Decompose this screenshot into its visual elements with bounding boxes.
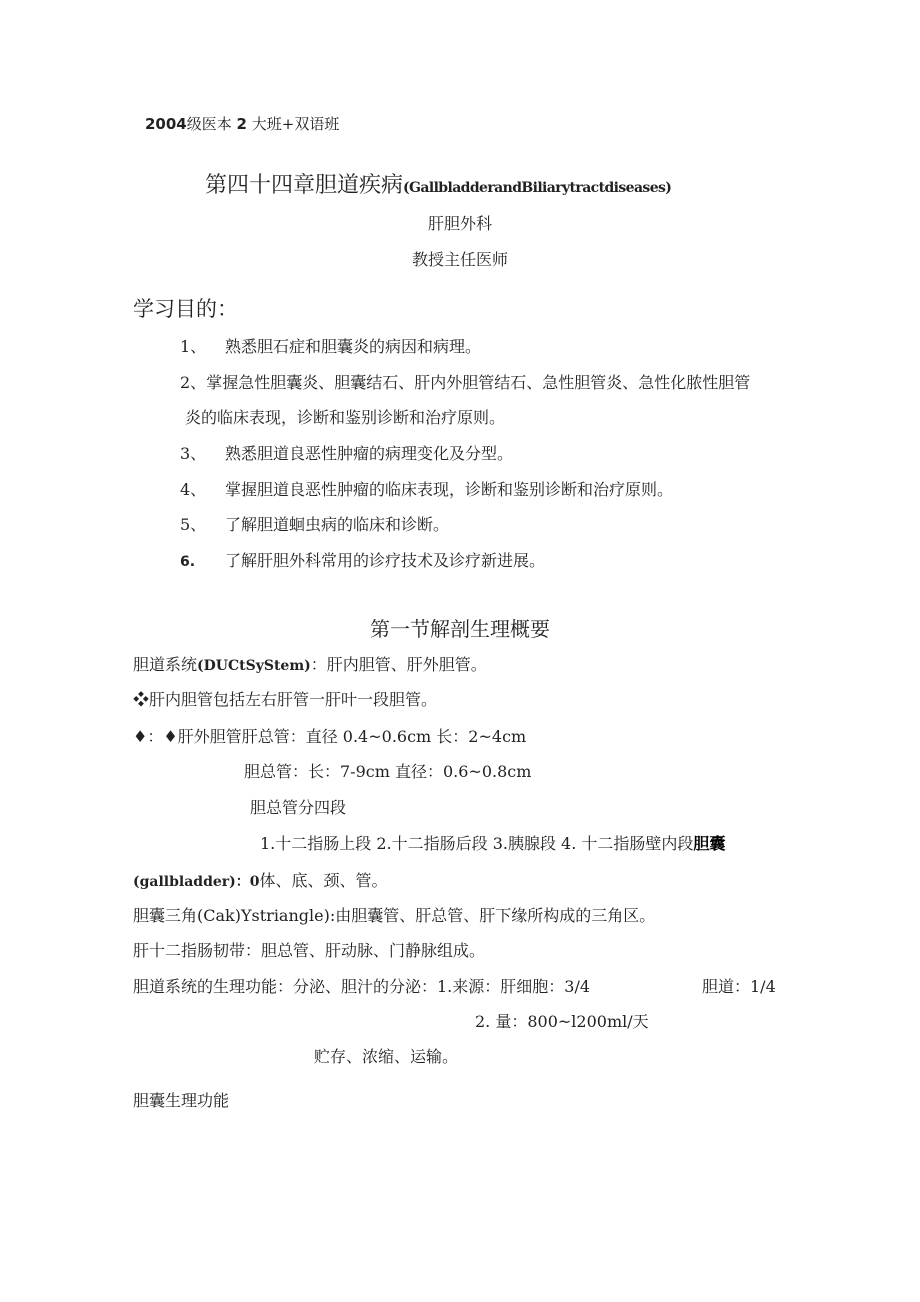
objective-item bbox=[180, 444, 514, 464]
hepatoduodenal-ligament-line: 肝十二指肠韧带：胆总管、肝动脉、门静脉组成。 bbox=[133, 941, 486, 960]
gallbladder-parts-line bbox=[133, 871, 388, 892]
biliary-system-rest: ：肝内胆管、肝外胆管。 bbox=[310, 655, 487, 674]
header-class-suffix: 大班+双语班 bbox=[251, 115, 340, 133]
header-year: 2004 bbox=[145, 115, 187, 133]
objective-num: 4、 bbox=[180, 480, 207, 499]
class-header bbox=[145, 114, 339, 134]
storage-line: 贮存、浓缩、运输。 bbox=[314, 1047, 459, 1066]
cbd-segments-line bbox=[260, 834, 725, 854]
department: 肝胆外科 bbox=[427, 214, 492, 233]
gallbladder-en: (gallbladder)：0 bbox=[133, 874, 260, 890]
objective-item bbox=[180, 551, 546, 572]
lecturer: 教授主任医师 bbox=[411, 250, 508, 269]
bile-duct-ratio: 胆道：1/4 bbox=[702, 977, 776, 996]
bile-volume-line: 2. 量：800~l200ml/天 bbox=[475, 1012, 649, 1031]
objective-text: 了解胆道蛔虫病的临床和诊断。 bbox=[225, 515, 450, 534]
extrahepatic-text: 肝外胆管肝总管：直径 0.4~0.6cm 长：2~4cm bbox=[177, 727, 527, 746]
objective-item bbox=[180, 480, 674, 500]
objective-num: 6. bbox=[180, 554, 196, 570]
objectives-heading: 学习目的： bbox=[133, 297, 238, 321]
chapter-title-en: (GallbladderandBiliarytractdiseases) bbox=[403, 180, 672, 196]
extrahepatic-duct-line bbox=[133, 727, 526, 747]
calot-triangle-line: 胆囊三角(Cak)Ystriangle):由胆囊管、肝总管、肝下缘所构成的三角区。 bbox=[133, 906, 656, 925]
physiology-function-line: 胆道系统的生理功能：分泌、胆汁的分泌：1.来源：肝细胞：3/4 bbox=[133, 977, 591, 996]
intrahepatic-duct-line: ❖肝内胆管包括左右肝管一肝叶一段胆管。 bbox=[133, 690, 438, 709]
objective-text-continued: 炎的临床表现，诊断和鉴别诊断和治疗原则。 bbox=[185, 408, 506, 427]
objective-num: 2、 bbox=[180, 373, 207, 392]
objective-text: 熟悉胆石症和胆囊炎的病因和病理。 bbox=[225, 337, 482, 356]
biliary-system-label: 胆道系统 bbox=[133, 655, 198, 674]
gallbladder-function-heading: 胆囊生理功能 bbox=[133, 1091, 230, 1110]
objective-text: 了解肝胆外科常用的诊疗技术及诊疗新进展。 bbox=[225, 551, 546, 570]
objective-num: 1、 bbox=[180, 337, 207, 356]
gallbladder-parts: 体、底、颈、管。 bbox=[259, 871, 388, 890]
segments-text: 1.十二指肠上段 2.十二指肠后段 3.胰腺段 4. 十二指肠壁内段 bbox=[260, 834, 694, 853]
biliary-system-line bbox=[133, 655, 487, 676]
chapter-title-zh: 第四十四章胆道疾病 bbox=[205, 173, 404, 198]
chapter-title bbox=[205, 172, 671, 202]
objective-item bbox=[180, 337, 482, 357]
header-class-prefix: 级医本 bbox=[186, 115, 232, 133]
objective-text: 熟悉胆道良恶性肿瘤的病理变化及分型。 bbox=[225, 444, 514, 463]
objective-num: 3、 bbox=[180, 444, 207, 463]
cbd-segments-label: 胆总管分四段 bbox=[250, 798, 347, 817]
header-class-num: 2 bbox=[236, 115, 247, 133]
objective-num: 5、 bbox=[180, 515, 207, 534]
biliary-system-en: (DUCtSyStem) bbox=[197, 658, 311, 674]
objective-text: 掌握急性胆囊炎、胆囊结石、肝内外胆管结石、急性胆管炎、急性化脓性胆管 bbox=[206, 373, 751, 392]
objective-text: 掌握胆道良恶性肿瘤的临床表现，诊断和鉴别诊断和治疗原则。 bbox=[225, 480, 674, 499]
common-bile-duct-line: 胆总管：长：7-9cm 直径：0.6~0.8cm bbox=[244, 762, 532, 781]
section-heading: 第一节解剖生理概要 bbox=[370, 617, 550, 641]
diamond-bullet-icon: ♦：♦ bbox=[133, 727, 178, 746]
gallbladder-term: 胆囊 bbox=[693, 834, 726, 853]
objective-item bbox=[180, 515, 450, 535]
objective-item bbox=[180, 373, 750, 393]
